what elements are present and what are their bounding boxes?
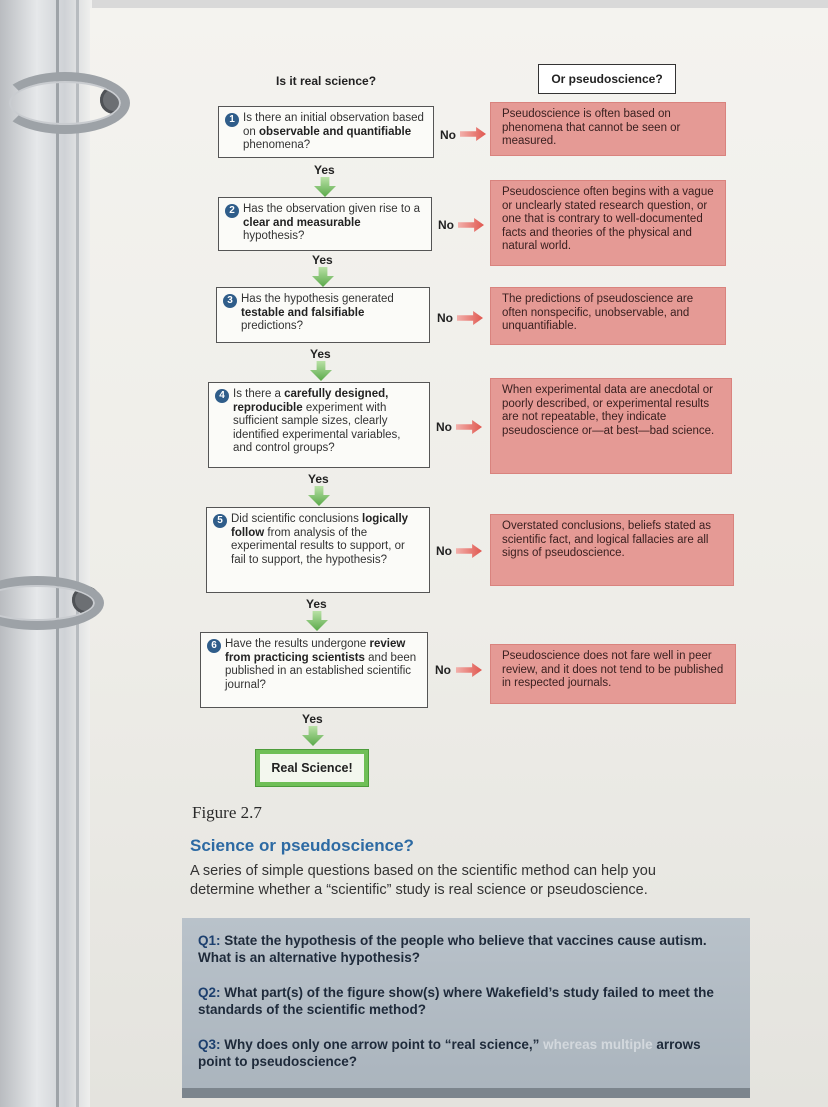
binder-divider-line [56,0,59,1107]
pseudoscience-box-3: The predictions of pseudoscience are often nonspecific, unobservable, and unquantifiable. [490,287,726,345]
no-label: No [435,663,451,677]
questions-panel [182,918,750,1098]
binder-divider-line [76,0,79,1107]
figure-title: Science or pseudoscience? [190,836,414,855]
pseudoscience-box-2: Pseudoscience often begins with a vague or unclearly stated research question, or one that is contrary to well-documented facts and theories of the physical and natural world. [490,180,726,266]
step-number-badge: 2 [225,204,239,218]
step-number-badge: 3 [223,294,237,308]
pseudoscience-box-5: Overstated conclusions, beliefs stated as scientific fact, and logical fallacies are all signs of pseudoscience. [490,514,734,586]
binder-ring [0,72,130,134]
question-box-2: 2 Has the observation given rise to a clear and measurable hypothesis? [218,197,432,251]
step-number-badge: 4 [215,389,229,403]
yes-label: Yes [306,597,327,611]
step-number-badge: 6 [207,639,221,653]
question-item-1: Q1: State the hypothesis of the people who believe that vaccines cause autism. What is an alternative hypothesis? [198,933,707,965]
panel-bottom-band [182,1088,750,1098]
step-number-badge: 1 [225,113,239,127]
no-label: No [440,128,456,142]
question-item-2: Q2: What part(s) of the figure show(s) where Wakefield’s study failed to meet the standards of the scientific method? [198,985,714,1017]
real-science-result-box: Real Science! [256,750,368,786]
yes-label: Yes [308,472,329,486]
yes-label: Yes [312,253,333,267]
question-box-6: 6 Have the results undergone review from practicing scientists and been published in an established scientific journal? [200,632,428,708]
question-item-3: Q3: Why does only one arrow point to “real science,” whereas multiple arrows point to pseudoscience? [198,1037,701,1069]
pseudoscience-box-4: When experimental data are anecdotal or poorly described, or experimental results are not repeatable, they indicate pseudoscience or—at best—bad science. [490,378,732,474]
real-science-header: Is it real science? [276,74,377,88]
question-box-3: 3 Has the hypothesis generated testable and falsifiable predictions? [216,287,430,343]
step-number-badge: 5 [213,514,227,528]
no-label: No [436,544,452,558]
yes-label: Yes [314,163,335,177]
question-box-5: 5 Did scientific conclusions logically follow from analysis of the experimental results to support, or fail to support, the hypothesis? [206,507,430,593]
yes-label: Yes [302,712,323,726]
figure-label: Figure 2.7 [192,803,262,822]
question-box-1: 1 Is there an initial observation based on observable and quantifiable phenomena? [218,106,434,158]
no-label: No [437,311,453,325]
question-box-4: 4 Is there a carefully designed, reproducible experiment with sufficient sample sizes, clearly identified experimental variables, and control groups? [208,382,430,468]
pseudoscience-header: Or pseudoscience? [538,64,676,94]
yes-label: Yes [310,347,331,361]
pseudoscience-box-6: Pseudoscience does not fare well in peer review, and it does not tend to be published in respected journals. [490,644,736,704]
no-label: No [436,420,452,434]
no-label: No [438,218,454,232]
figure-caption: A series of simple questions based on the scientific method can help you determine whether a “scientific” study is real science or pseudoscience. [190,863,656,898]
pseudoscience-box-1: Pseudoscience is often based on phenomena that cannot be seen or measured. [490,102,726,156]
